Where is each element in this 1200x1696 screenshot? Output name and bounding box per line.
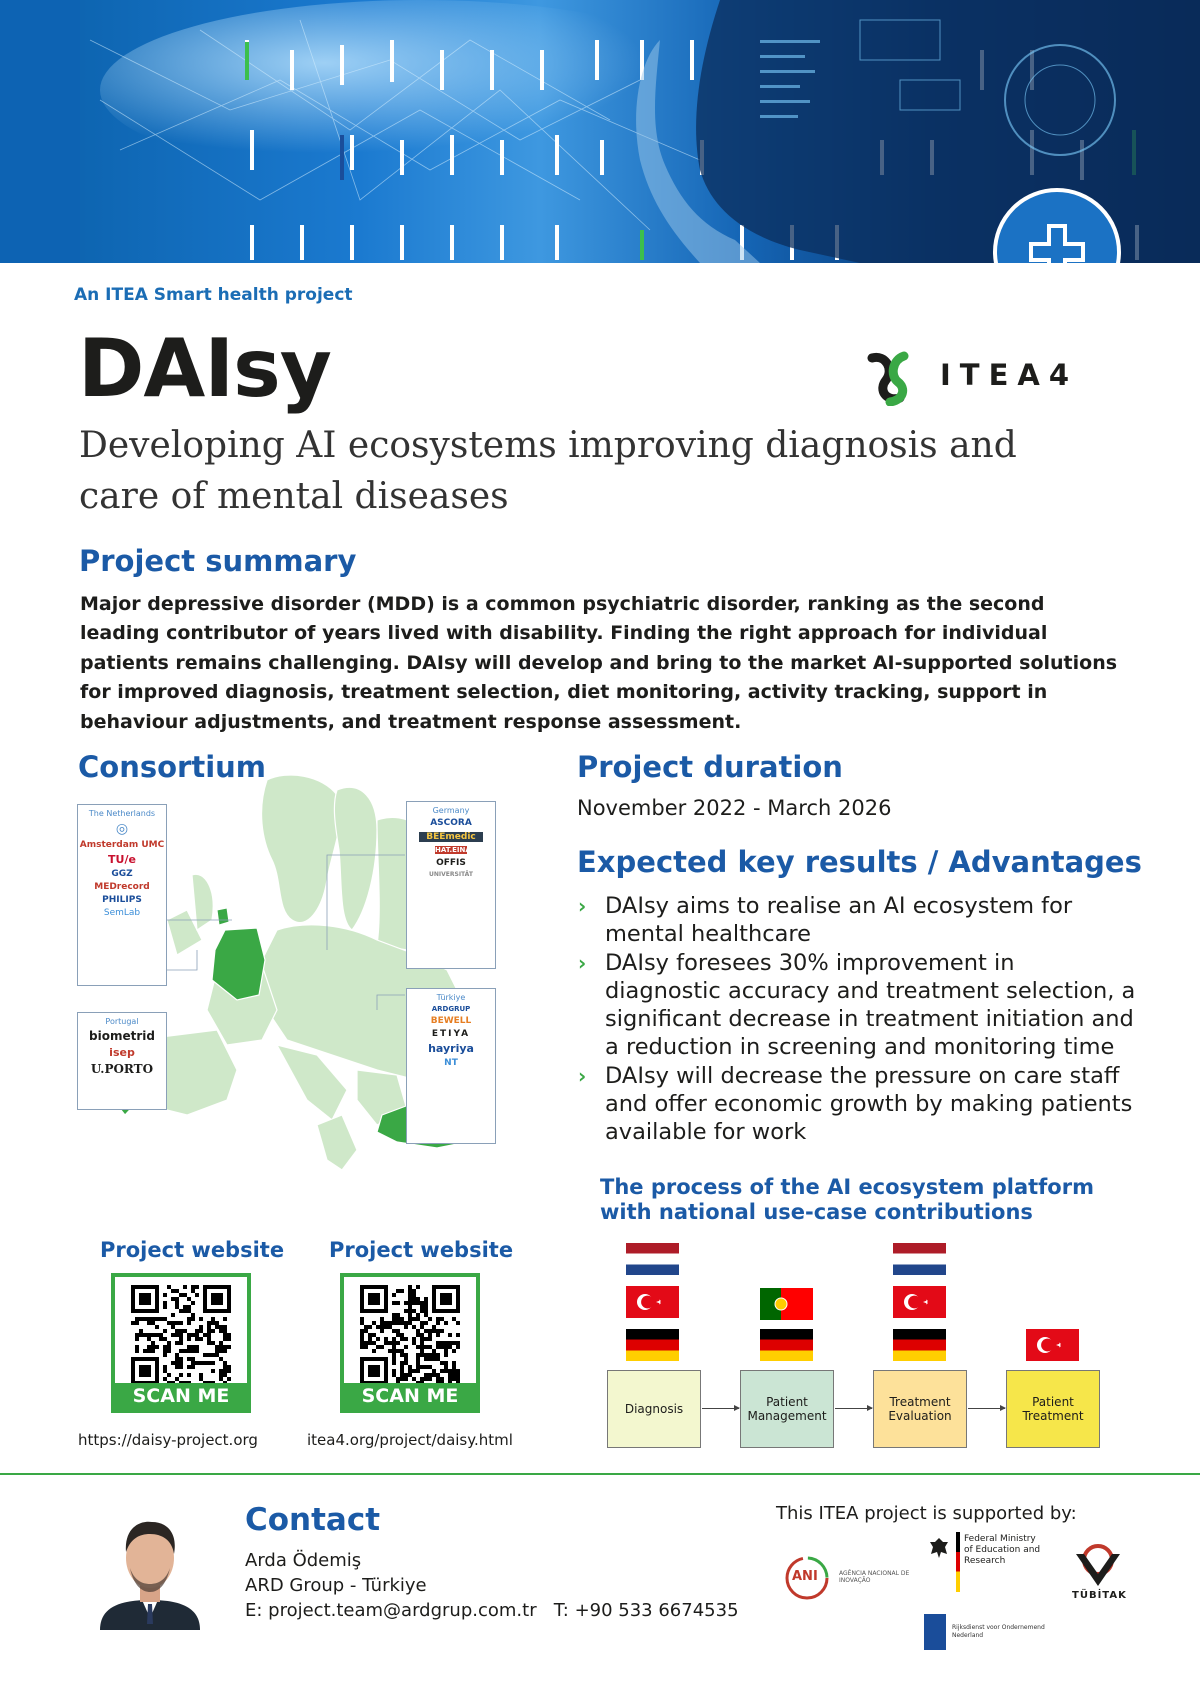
- process-arrow: [702, 1408, 739, 1409]
- partner-logo: TU/e: [108, 853, 136, 866]
- process-title: The process of the AI ecosystem platform with national use-case contributions: [600, 1175, 1094, 1224]
- page-subtitle: Developing AI ecosystems improving diagnosis and care of mental diseases: [79, 425, 1017, 517]
- partner-logo: hayriya: [428, 1042, 474, 1055]
- scan-me-label: SCAN ME: [344, 1383, 476, 1409]
- partner-logo: SemLab: [103, 908, 141, 918]
- partner-logo: Amsterdam UMC: [79, 840, 165, 850]
- results-list: [576, 892, 1136, 1147]
- chevron-right-icon: ›: [578, 1064, 587, 1088]
- netherlands-flag-icon: [893, 1243, 946, 1275]
- turkiye-partners: Türkiye ARDGRUP BEWELL ETIYA hayriya NT: [406, 988, 496, 1144]
- german-stripe: [956, 1532, 960, 1592]
- partner-logo: BEWELL: [430, 1016, 472, 1026]
- website-link[interactable]: https://daisy-project.org: [78, 1431, 258, 1449]
- partner-logo: HAT.EINA: [435, 846, 471, 854]
- duration-value: November 2022 - March 2026: [577, 796, 892, 820]
- globe-icon: ◎: [115, 821, 129, 837]
- supported-by-label: This ITEA project is supported by:: [776, 1503, 1077, 1524]
- turkey-flag-icon: [893, 1286, 946, 1318]
- germany-flag-icon: [760, 1329, 813, 1361]
- turkey-flag-icon: [626, 1286, 679, 1318]
- contact-avatar: [100, 1500, 200, 1630]
- contact-org: ARD Group - Türkiye: [245, 1575, 427, 1596]
- qr-title: Project website: [329, 1238, 514, 1262]
- partner-logo: UNIVERSITÄT: [429, 871, 473, 878]
- rvo-logo: Rijksdienst voor Ondernemend Nederland: [924, 1614, 1064, 1654]
- consortium-heading: Consortium: [78, 750, 267, 784]
- itea-logo-icon: [864, 350, 924, 406]
- germany-flag-icon: [626, 1329, 679, 1361]
- contact-heading: Contact: [245, 1502, 381, 1538]
- list-item: › DAIsy will decrease the pressure on care staff and offer economic growth by making patients available for work: [578, 1063, 1133, 1145]
- summary-text: Major depressive disorder (MDD) is a common psychiatric disorder, ranking as the second leading contributor of years lived with disability. Finding the right approach for individual patients remains challenging. DAIsy will develop and bring to the market AI-supported solutions for improved diagnosis, treatment selection, diet monitoring, activity tracking, support in behaviour adjustments, and treatment response assessment.: [80, 593, 1118, 733]
- partner-logo: ARDGRUP: [431, 1005, 471, 1013]
- portugal-partners: Portugal biometrid isep U.PORTO: [77, 1012, 167, 1110]
- summary-heading: Project summary: [79, 544, 357, 578]
- qr-code-icon: [131, 1285, 231, 1385]
- turkey-flag-icon: [1026, 1329, 1079, 1361]
- partner-logo: isep: [109, 1046, 135, 1059]
- consortium-map: [77, 770, 509, 1202]
- process-step-treatment-evaluation: Treatment Evaluation: [873, 1370, 967, 1448]
- eyebrow-label: An ITEA Smart health project: [74, 285, 353, 305]
- list-item: › DAIsy foresees 30% improvement in diagnostic accuracy and treatment selection, a significant decrease in treatment initiation and a reduction in screening and monitoring time: [578, 950, 1136, 1060]
- partner-logo: MEDrecord: [94, 882, 150, 892]
- tubitak-logo: TÜBİTAK: [1068, 1540, 1128, 1610]
- qr-code-itea[interactable]: [340, 1273, 480, 1413]
- results-heading: Expected key results / Advantages: [577, 845, 1142, 879]
- process-step-patient-treatment: Patient Treatment: [1006, 1370, 1100, 1448]
- process-step-patient-management: Patient Management: [740, 1370, 834, 1448]
- partner-logo: OFFIS: [436, 858, 466, 868]
- partner-logo: ASCORA: [430, 818, 472, 828]
- section-divider: [0, 1473, 1200, 1475]
- itea4-logo-text: ITEA4: [940, 358, 1079, 392]
- netherlands-flag-icon: [626, 1243, 679, 1275]
- partner-logo: GGZ: [111, 869, 133, 879]
- partner-logo: NT: [444, 1058, 458, 1068]
- chevron-right-icon: ›: [578, 894, 587, 918]
- ani-logo: ANI AGÊNCIA NACIONAL DE INOVAÇÃO: [783, 1554, 923, 1602]
- duration-heading: Project duration: [577, 750, 843, 784]
- website-link[interactable]: itea4.org/project/daisy.html: [307, 1431, 513, 1449]
- dutch-crest-icon: [924, 1614, 946, 1650]
- partner-logo: biometrid: [89, 1029, 155, 1043]
- contact-name: Arda Ödemiş: [245, 1550, 362, 1571]
- process-step-diagnosis: Diagnosis: [607, 1370, 701, 1448]
- portugal-flag-icon: [760, 1288, 813, 1320]
- process-arrow: [968, 1408, 1005, 1409]
- netherlands-partners: The Netherlands ◎ Amsterdam UMC TU/e GGZ MEDrecord PHILIPS SemLab: [77, 804, 167, 986]
- partner-logo: PHILIPS: [102, 895, 142, 905]
- hero-banner-image: [0, 0, 1200, 263]
- qr-code-icon: [360, 1285, 460, 1385]
- qr-code-daisy[interactable]: [111, 1273, 251, 1413]
- partner-logo: ETIYA: [431, 1029, 471, 1039]
- partner-logo: U.PORTO: [90, 1062, 154, 1076]
- qr-title: Project website: [100, 1238, 285, 1262]
- list-item: › DAIsy aims to realise an AI ecosystem for mental healthcare: [578, 893, 1073, 947]
- eagle-icon: [928, 1536, 950, 1560]
- bmbf-logo: Federal Ministry of Education and Research: [928, 1532, 1048, 1592]
- chevron-right-icon: ›: [578, 951, 587, 975]
- scan-me-label: SCAN ME: [115, 1383, 247, 1409]
- page-title: DAIsy: [78, 322, 331, 415]
- germany-flag-icon: [893, 1329, 946, 1361]
- process-arrow: [835, 1408, 872, 1409]
- partner-logo: BEEmedic: [419, 832, 483, 842]
- contact-email-phone: E: project.team@ardgrup.com.tr T: +90 533 6674535: [245, 1600, 739, 1621]
- germany-partners: Germany ASCORA BEEmedic HAT.EINA OFFIS UNIVERSITÄT: [406, 801, 496, 969]
